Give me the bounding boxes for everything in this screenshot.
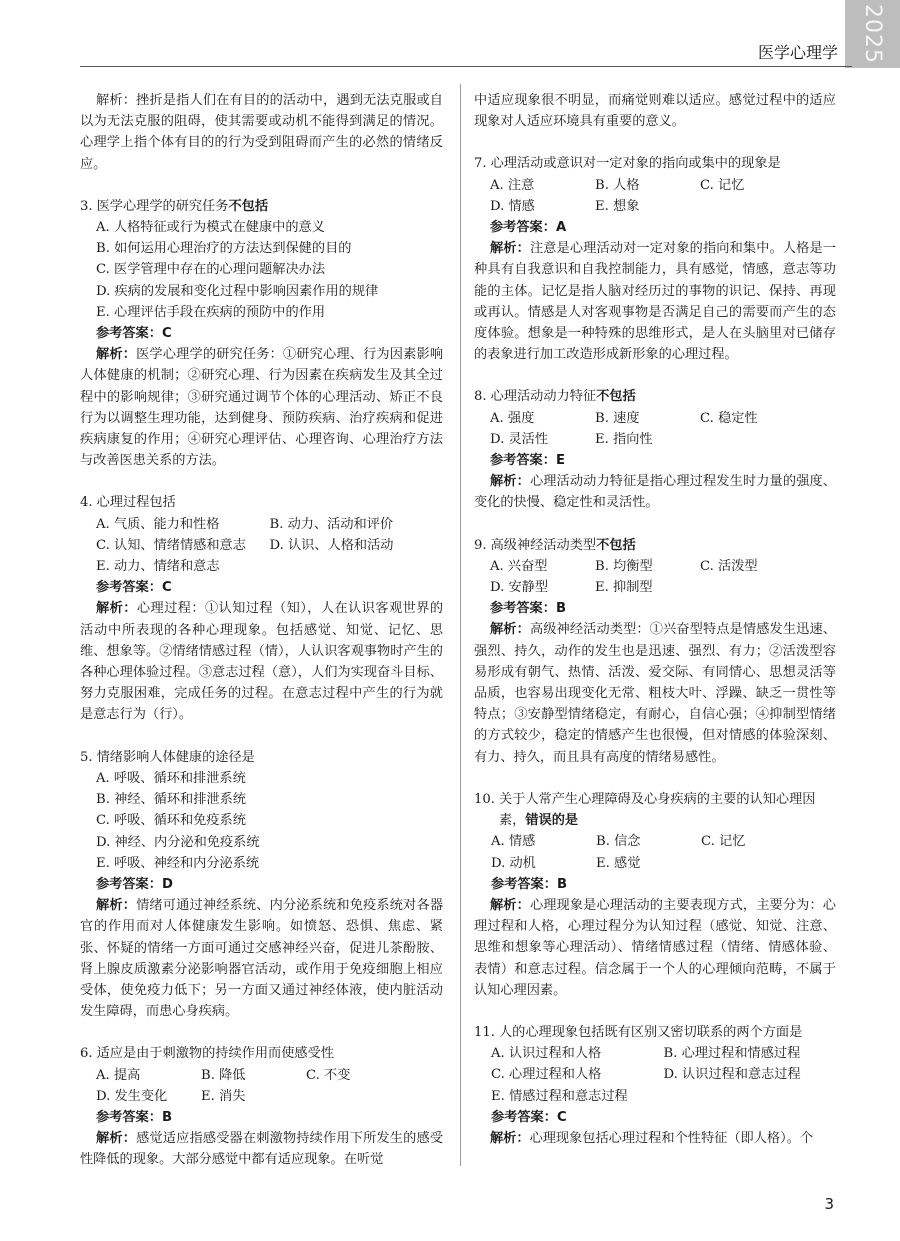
question-10 — [474, 789, 836, 1001]
stem-text: 人的心理现象包括既有区别又密切联系的两个方面是 — [498, 1024, 803, 1040]
option-e: E. 指向性 — [595, 431, 653, 447]
explanation-text: 高级神经活动类型：①兴奋型特点是情感发生迅速、强烈、持久，动作的发生也是迅速、强烈、有力；②活泼型容易形成有朝气、热情、活泼、爱交际、有同情心、思想灵活等品质，也容易出现变化无常、粗枝大叶、浮躁、缺乏一贯性等特点；③安静型情绪稳定，有耐心，自信心强；④抑制型情绪的方式较少，稳定的情感产生也很慢，但对情感的体验深刻、有力、持久，而且具有高度的情绪易感性。 — [474, 622, 836, 765]
question-5 — [80, 747, 443, 1023]
options-list — [80, 1065, 443, 1107]
stem-emphasis: 错误的是 — [525, 813, 579, 829]
option-e: E. 感觉 — [596, 855, 641, 871]
explanation — [80, 1128, 443, 1170]
answer-value: B — [555, 601, 566, 617]
answer-label: 参考答案 — [490, 453, 543, 469]
option-d: D. 认识、人格和活动 — [269, 537, 394, 553]
explanation — [80, 895, 443, 1022]
question-3 — [80, 196, 443, 472]
option-e: E. 抑制型 — [595, 580, 653, 596]
explanation — [474, 471, 836, 513]
question-number: 9. — [474, 537, 487, 553]
option-e: E. 动力、情绪和意志 — [96, 559, 220, 575]
option-b: B. 降低 — [201, 1067, 246, 1083]
explanation-label: 解析 ： — [490, 622, 530, 637]
answer-label: 参考答案 — [491, 876, 544, 892]
question-number: 5. — [80, 749, 93, 765]
answer-label: 参考答案 — [490, 601, 543, 617]
explanation — [474, 895, 836, 1001]
stem-text: 心理过程包括 — [96, 495, 176, 511]
question-11 — [474, 1022, 836, 1149]
option-c: C. 不变 — [306, 1067, 351, 1083]
carryover-explanation-right: 中适应现象很不明显，而痛觉则难以适应。感觉过程中的适应现象对人适应环境具有重要的意义。 — [474, 93, 836, 130]
question-4 — [80, 492, 443, 725]
header-rule — [80, 66, 852, 67]
answer-value: B — [161, 1109, 172, 1125]
explanation-label: 解析 ： — [490, 898, 530, 913]
answer-line: 参考答案：C — [96, 326, 172, 342]
option-a: A. 认识过程和人格 — [491, 1046, 602, 1062]
answer-line: 参考答案：C — [491, 1109, 567, 1125]
question-number: 4. — [80, 495, 93, 511]
answer-line: 参考答案：E — [490, 453, 565, 469]
option-a: A. 呼吸、循环和排泄系统 — [96, 770, 246, 786]
answer-value: B — [556, 876, 567, 892]
option-c: C. 活泼型 — [700, 558, 758, 574]
options-list — [474, 408, 836, 450]
answer-line: 参考答案：A — [490, 220, 567, 236]
column-divider — [460, 84, 461, 1166]
options-list — [474, 1043, 836, 1107]
explanation-text: 注意是心理活动对一定对象的指向和集中。人格是一种具有自我意识和自我控制能力，具有感觉，情感，意志等功能的主体。记忆是指人脑对经历过的事物的识记、保持、再现或再认。情感是人对客观事物是否满足自己的需要而产生的态度体验。想象是一种特殊的思维形式，是人在头脑里对已储存的表象进行加工改造形成新形象的心理过程。 — [474, 241, 836, 363]
option-c: C. 医学管理中存在的心理问题解决办法 — [96, 262, 326, 278]
answer-label: 参考答案 — [96, 1109, 149, 1125]
option-b: B. 如何运用心理治疗的方法达到保健的目的 — [96, 241, 352, 257]
answer-line: 参考答案：C — [96, 580, 172, 596]
option-e: E. 消失 — [201, 1088, 246, 1104]
option-c: C. 心理过程和人格 — [491, 1067, 602, 1083]
question-stem — [80, 196, 443, 217]
options-list — [474, 175, 836, 217]
page-number: 3 — [824, 1195, 834, 1213]
answer-value: E — [555, 453, 565, 469]
stem-text: 情绪影响人体健康的途径是 — [96, 749, 255, 765]
option-a: A. 强度 — [490, 410, 535, 426]
option-d: D. 安静型 — [490, 580, 549, 596]
option-c: C. 记忆 — [700, 177, 745, 193]
stem-emphasis: 不包括 — [596, 537, 636, 553]
answer-value: C — [161, 326, 172, 342]
question-number: 10. — [474, 791, 495, 807]
answer-label: 参考答案 — [96, 326, 149, 342]
option-b: B. 神经、循环和排泄系统 — [96, 792, 246, 808]
question-stem — [474, 153, 836, 174]
answer-value: C — [556, 1109, 567, 1125]
explanation-text: 医学心理学的研究任务：①研究心理、行为因素影响人体健康的机制；②研究心理、行为因素在疾病发生及其全过程中的影响规律；③研究通过调节个体的心理活动、矫正不良行为以调整生理功能，达到健身、预防疾病、治疗疾病和促进疾病康复的作用；④研究心理评估、心理咨询、心理治疗方法与改善医患关系的方法。 — [80, 347, 444, 469]
option-d: D. 动机 — [491, 855, 536, 871]
stem-text: 心理活动动力特征 — [490, 389, 597, 405]
option-d: D. 灵活性 — [490, 431, 549, 447]
explanation-text: 心理现象包括心理过程和个性特征（即人格）。个 — [529, 1130, 814, 1146]
year-tab: 2025 — [845, 0, 900, 68]
stem-text: 医学心理学的研究任务 — [96, 198, 229, 214]
option-a: A. 提高 — [96, 1067, 141, 1083]
answer-label: 参考答案 — [96, 876, 149, 892]
option-a: A. 注意 — [490, 177, 535, 193]
option-d: D. 疾病的发展和变化过程中影响因素作用的规律 — [96, 283, 379, 299]
option-e: E. 情感过程和意志过程 — [491, 1088, 628, 1104]
answer-label: 参考答案 — [96, 580, 149, 596]
question-number: 3. — [80, 198, 93, 214]
stem-emphasis: 不包括 — [596, 389, 636, 405]
option-b: B. 人格 — [595, 177, 640, 193]
answer-label: 参考答案 — [490, 220, 543, 236]
question-7 — [474, 153, 836, 365]
answer-line: 参考答案：B — [96, 1109, 172, 1125]
option-b: B. 信念 — [596, 834, 641, 850]
question-stem — [80, 492, 443, 513]
explanation — [474, 619, 836, 767]
option-e: E. 想象 — [595, 198, 640, 214]
option-d: D. 情感 — [490, 198, 535, 214]
explanation — [80, 598, 443, 725]
answer-line: 参考答案：B — [491, 876, 567, 892]
left-column — [80, 90, 443, 1171]
options-list — [80, 217, 443, 323]
explanation-label: 解析 ： — [490, 241, 530, 256]
answer-value: D — [161, 876, 173, 892]
question-8 — [474, 386, 836, 513]
explanation — [80, 344, 443, 471]
answer-line: 参考答案：D — [96, 876, 173, 892]
book-title: 医学心理学 — [757, 43, 838, 62]
carryover-explanation-left: 解析：挫折是指人们在有目的的活动中，遇到无法克服或自以为无法克服的阻碍，使其需要或动机不能得到满足的情况。心理学上指个体有目的的行为受到阻碍而产生的必然的情绪反应。 — [80, 93, 443, 172]
question-stem — [474, 789, 836, 831]
question-stem — [474, 1022, 836, 1043]
explanation-label: 解析 ： — [490, 1131, 530, 1146]
option-c: C. 稳定性 — [700, 410, 758, 426]
explanation-text: 心理现象是心理活动的主要表现方式，主要分为：心理过程和人格，心理过程分为认知过程（感觉、知觉、注意、思维和想象等心理活动）、情绪情感过程（情绪、情感体验、表情）和意志过程。信念属于一个人的心理倾向范畴，不属于认知心理因素。 — [474, 897, 836, 998]
option-c: C. 呼吸、循环和免疫系统 — [96, 813, 246, 829]
explanation-text: 感觉适应指感受器在刺激物持续作用下所发生的感受性降低的现象。大部分感觉中都有适应现象。在听觉 — [80, 1131, 444, 1168]
options-list — [474, 831, 836, 873]
options-list — [80, 514, 443, 578]
question-6 — [80, 1043, 443, 1170]
stem-text: 高级神经活动类型 — [490, 537, 597, 553]
stem-emphasis: 不包括 — [228, 198, 269, 214]
explanation-label: 解析 ： — [96, 347, 136, 362]
question-stem — [474, 535, 836, 556]
explanation-text: 心理过程：①认知过程（知），人在认识客观世界的活动中所表现的各种心理现象。包括感觉、知觉、记忆、思维、想象等。②情绪情感过程（情），人认识客观事物时产生的各种心理体验过程。③意志过程（意），人们为实现奋斗目标、努力克服困难，完成任务的过程。在意志过程中产生的行为就是意志行为（行）。 — [80, 601, 444, 723]
explanation-label: 解析 ： — [96, 601, 137, 616]
option-b: B. 速度 — [595, 410, 640, 426]
answer-line: 参考答案：B — [490, 601, 566, 617]
explanation-text: 心理活动动力特征是指心理过程发生时力量的强度、变化的快慢、稳定性和灵活性。 — [474, 474, 836, 511]
option-a: A. 情感 — [491, 834, 536, 850]
option-b: B. 均衡型 — [595, 558, 653, 574]
stem-text: 心理活动或意识对一定对象的指向或集中的现象是 — [490, 156, 781, 172]
explanation-label: 解析 ： — [490, 474, 530, 489]
option-e: E. 心理评估手段在疾病的预防中的作用 — [96, 304, 326, 320]
answer-value: A — [555, 220, 567, 236]
question-stem — [80, 747, 443, 768]
stem-text: 适应是由于刺激物的持续作用而使感受性 — [96, 1046, 334, 1062]
question-number: 6. — [80, 1046, 93, 1062]
option-b: B. 心理过程和情感过程 — [663, 1046, 801, 1062]
explanation-label: 解析 ： — [96, 1131, 136, 1146]
option-b: B. 动力、活动和评价 — [269, 516, 394, 532]
question-number: 8. — [474, 389, 487, 405]
question-number: 11. — [474, 1024, 495, 1040]
option-d: D. 神经、内分泌和免疫系统 — [96, 834, 260, 850]
explanation-text: 情绪可通过神经系统、内分泌系统和免疫系统对各器官的作用而对人体健康发生影响。如愤怒、恐惧、焦虑、紧张、怀疑的情绪一方面可通过交感神经兴奋，促进儿茶酚胺、肾上腺皮质激素分泌影响器官活动，或作用于免疫细胞上相应受体，使免疫力低下；另一方面又通过神经体液，使内脏活动发生障碍，而患心身疾病。 — [80, 898, 444, 1020]
explanation-label: 解析 ： — [96, 898, 136, 913]
stem-text: 关于人常产生心理障碍及心身疾病的主要的认知心理因素， — [498, 791, 816, 829]
option-d: D. 认识过程和意志过程 — [663, 1067, 801, 1083]
right-column — [474, 90, 836, 1149]
answer-label: 参考答案 — [491, 1109, 544, 1125]
options-list — [80, 768, 443, 874]
question-stem — [80, 1043, 443, 1064]
answer-value: C — [161, 580, 172, 596]
options-list — [474, 556, 836, 598]
option-e: E. 呼吸、神经和内分泌系统 — [96, 855, 260, 871]
question-stem — [474, 386, 836, 407]
question-number: 7. — [474, 156, 487, 172]
option-a: A. 人格特征或行为模式在健康中的意义 — [96, 220, 325, 236]
option-c: C. 认知、情绪情感和意志 — [96, 537, 246, 553]
option-a: A. 兴奋型 — [490, 558, 548, 574]
question-9 — [474, 535, 836, 768]
option-d: D. 发生变化 — [96, 1088, 168, 1104]
option-a: A. 气质、能力和性格 — [96, 516, 220, 532]
explanation — [474, 238, 836, 365]
option-c: C. 记忆 — [701, 834, 746, 850]
explanation — [474, 1128, 836, 1149]
